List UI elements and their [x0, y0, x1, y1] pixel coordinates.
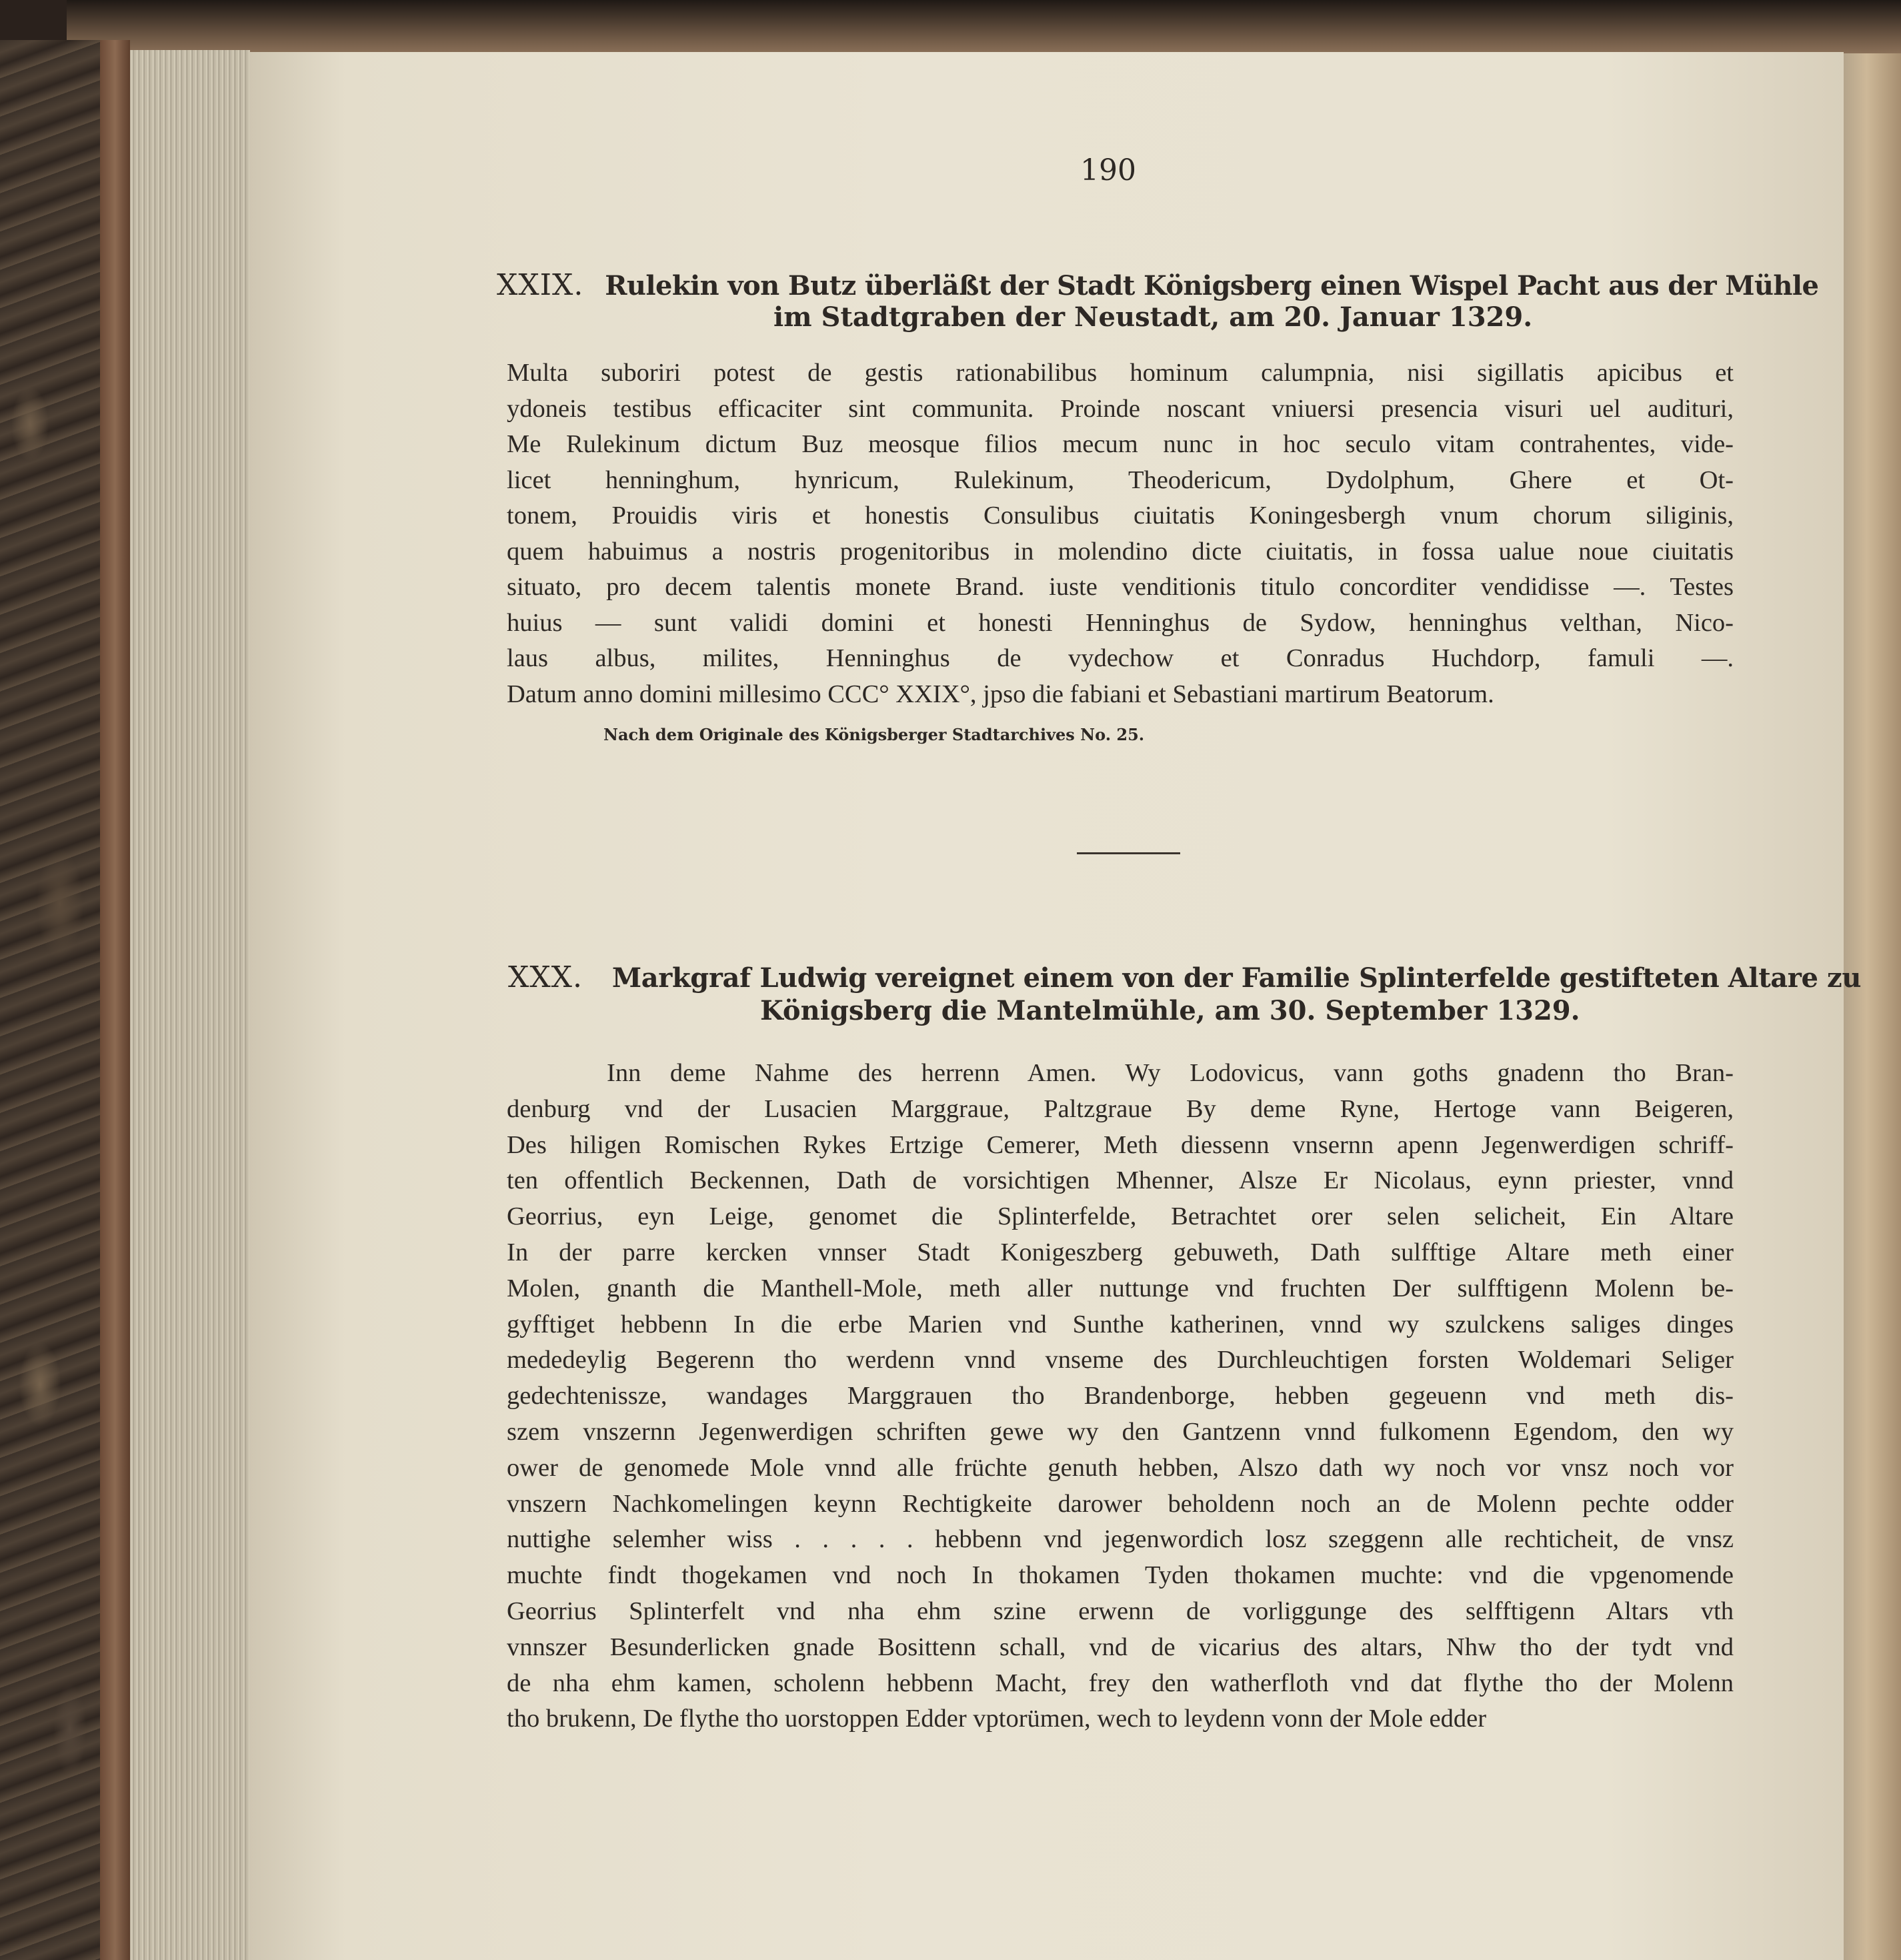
section-2-heading-line-1	[508, 960, 1861, 994]
body-line: Me Rulekinum dictum Buz meosque filios mecum nunc in hoc seculo vitam contrahentes, vide-	[507, 430, 1734, 458]
body-line: vnszern Nachkomelingen keynn Rechtigkeite darower beholdenn noch an de Molenn pechte odder	[507, 1489, 1734, 1518]
section-2-title-line-1: Markgraf Ludwig vereignet einem von der Familie Splinterfelde gestifteten Altare zu	[611, 962, 1862, 994]
leather-spine	[100, 40, 130, 1960]
section-1-heading-line-1	[497, 268, 1818, 302]
marbled-cover	[0, 40, 100, 1960]
body-line: gyfftiget hebbenn In die erbe Marien vnd Sunthe katherinen, vnnd wy szulckens saliges dinges	[507, 1310, 1734, 1338]
body-line: muchte findt thogekamen vnd noch In thokamen Tyden thokamen muchte: vnd die vpgenomende	[507, 1561, 1734, 1590]
section-divider	[1077, 852, 1180, 854]
body-line: tho brukenn, De flythe tho uorstoppen Edder vptorümen, wech to leydenn vonn der Mole edder	[507, 1705, 1487, 1733]
page-stack-right	[1844, 53, 1901, 1960]
page-stack-left	[130, 50, 250, 1960]
body-line: Des hiligen Romischen Rykes Ertzige Cemerer, Meth diessenn vnsernn apenn Jegenwerdigen schriff-	[507, 1130, 1734, 1159]
body-line: quem habuimus a nostris progenitoribus in molendino dicte ciuitatis, in fossa ualue noue ciuitatis	[507, 537, 1734, 566]
section-2-roman-numeral: XXX.	[508, 960, 583, 994]
body-line: Multa suboriri potest de gestis rationabilibus hominum calumpnia, nisi sigillatis apicibus et	[507, 359, 1734, 387]
page-number: 190	[1080, 153, 1136, 187]
body-line: denburg vnd der Lusacien Marggraue, Paltzgraue By deme Ryne, Hertoge vann Beigeren,	[507, 1094, 1734, 1123]
body-line: Georrius, eyn Leige, genomet die Splinterfelde, Betrachtet orer selen selicheit, Ein Altare	[507, 1202, 1734, 1231]
body-line: ower de genomede Mole vnnd alle früchte genuth hebben, Alszo dath wy noch vor vnsz noch vor	[507, 1453, 1734, 1482]
section-2-title-line-2: Königsberg die Mantelmühle, am 30. September 1329.	[760, 995, 1580, 1026]
body-line: laus albus, milites, Henninghus de vydechow et Conradus Huchdorp, famuli —.	[507, 644, 1734, 672]
body-line: licet henninghum, hynricum, Rulekinum, Theodericum, Dydolphum, Ghere et Ot-	[507, 465, 1734, 494]
body-line: situato, pro decem talentis monete Brand. iuste venditionis titulo concorditer vendidisse —. Testes	[507, 573, 1734, 601]
body-line: Inn deme Nahme des herrenn Amen. Wy Lodovicus, vann goths gnadenn tho Bran-	[607, 1059, 1734, 1087]
body-line: huius — sunt validi domini et honesti Henninghus de Sydow, henninghus velthan, Nico-	[507, 608, 1734, 637]
section-1-roman-numeral: XXIX.	[497, 268, 584, 302]
section-1-title-line-1: Rulekin von Butz überläßt der Stadt Königsberg einen Wispel Pacht aus der Mühle	[605, 270, 1819, 301]
body-line: de nha ehm kamen, scholenn hebbenn Macht, frey den watherfloth vnd dat flythe tho der Molenn	[507, 1669, 1734, 1697]
body-line: ten offentlich Beckennen, Dath de vorsichtigen Mhenner, Alsze Er Nicolaus, eynn priester, vnnd	[507, 1166, 1734, 1195]
body-line: gedechtenissze, wandages Marggrauen tho Brandenborge, hebben gegeuenn vnd meth dis-	[507, 1382, 1734, 1410]
body-line: Datum anno domini millesimo CCC° XXIX°, jpso die fabiani et Sebastiani martirum Beatorum.	[507, 680, 1494, 708]
body-line: szem vnszernn Jegenwerdigen schriften gewe wy den Gantzenn vnnd fulkomenn Egendom, den wy	[507, 1418, 1734, 1446]
section-1-source-note: Nach dem Originale des Königsberger Stadtarchives No. 25.	[603, 725, 1145, 744]
body-line: tonem, Prouidis viris et honestis Consulibus ciuitatis Koningesbergh vnum chorum siliginis,	[507, 502, 1734, 530]
body-line: mededeylig Begerenn tho werdenn vnnd vnseme des Durchleuchtigen forsten Woldemari Seliger	[507, 1346, 1734, 1374]
body-line: Molen, gnanth die Manthell-Mole, meth aller nuttunge vnd fruchten Der sulfftigenn Molenn be-	[507, 1274, 1734, 1302]
body-line: In der parre kercken vnnser Stadt Konigeszberg gebuweth, Dath sulfftige Altare meth einer	[507, 1238, 1734, 1266]
body-line: vnnszer Besunderlicken gnade Bosittenn schall, vnd de vicarius des altars, Nhw tho der tydt vnd	[507, 1633, 1734, 1661]
body-line: ydoneis testibus efficaciter sint communita. Proinde noscant vniuersi presencia visuri uel audituri,	[507, 394, 1734, 423]
section-1-title-line-2: im Stadtgraben der Neustadt, am 20. Januar 1329.	[773, 301, 1533, 333]
book-cover-top-edge	[67, 0, 1901, 53]
body-line: nuttighe selemher wiss . . . . . hebbenn vnd jegenwordich losz szeggenn alle rechticheit, de vnsz	[507, 1525, 1734, 1554]
body-line: Georrius Splinterfelt vnd nha ehm szine erwenn de vorliggunge des selfftigenn Altars vth	[507, 1597, 1734, 1625]
